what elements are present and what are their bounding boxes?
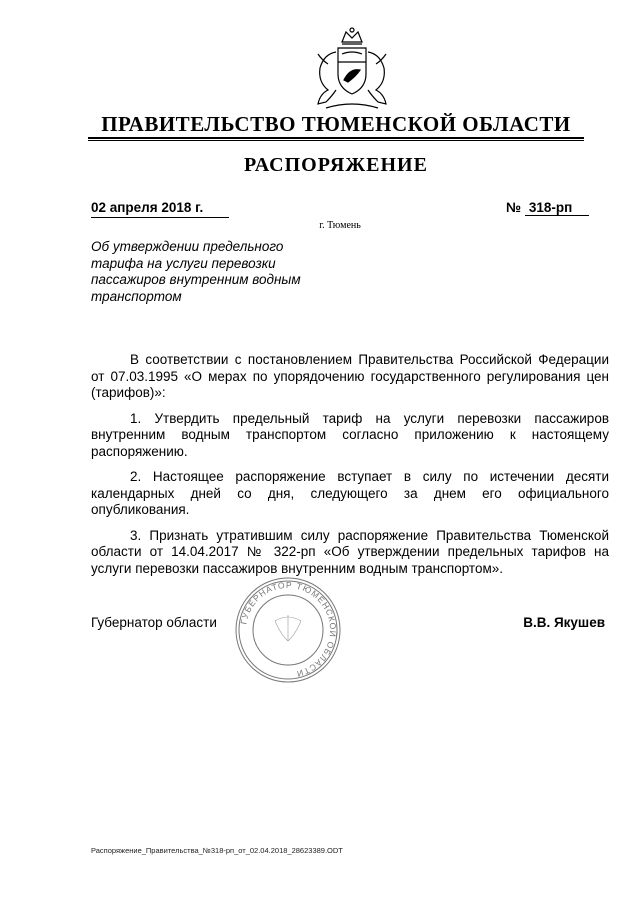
footer-filename: Распоряжение_Правительства_№318-рп_от_02.04.2018_28623389.ODT: [91, 846, 343, 855]
organization-title: ПРАВИТЕЛЬСТВО ТЮМЕНСКОЙ ОБЛАСТИ: [101, 112, 571, 136]
preamble-paragraph: В соответствии с постановлением Правительства Российской Федерации от 07.03.1995 «О мерах по упорядочению государственного регулирования цен (тарифов)»:: [91, 352, 609, 400]
city-name: г. Тюмень: [319, 220, 361, 231]
subject-line: тарифа на услуги перевозки: [91, 255, 276, 271]
signature-row: [91, 615, 609, 635]
header-rule: [88, 137, 584, 139]
document-number: [506, 200, 596, 217]
document-body: [91, 352, 609, 586]
signatory-position: Губернатор области: [91, 615, 217, 630]
document-subject: [91, 239, 331, 305]
subject-line: Об утверждении предельного: [91, 239, 284, 254]
subject-line: транспортом: [91, 288, 182, 304]
item-2-paragraph: 2. Настоящее распоряжение вступает в силу по истечении десяти календарных дней со дня, следующего за днем его официального опубликования.: [91, 469, 609, 517]
document-date: 02 апреля 2018 г.: [91, 200, 229, 218]
subject-line: пассажиров внутренним водным: [91, 272, 301, 287]
header-rule-thin: [88, 140, 584, 141]
document-type: РАСПОРЯЖЕНИЕ: [244, 154, 428, 176]
number-sign: №: [506, 200, 522, 215]
item-1-paragraph: 1. Утвердить предельный тариф на услуги перевозки пассажиров внутренним водным транспортом согласно приложению к настоящему распоряжению.: [91, 410, 609, 459]
signatory-name: В.В. Якушев: [523, 615, 605, 630]
coat-of-arms-icon: [306, 24, 398, 116]
seal-text: ГУБЕРНАТОР ТЮМЕНСКОЙ ОБЛАСТИ: [238, 579, 339, 680]
item-3-paragraph: 3. Признать утратившим силу распоряжение Правительства Тюменской области от 14.04.2017 № 322-рп «Об утверждении предельных тарифов на услуги перевозки пассажиров внутренним водным транспортом».: [91, 527, 609, 576]
number-value: 318-рп: [525, 200, 589, 216]
